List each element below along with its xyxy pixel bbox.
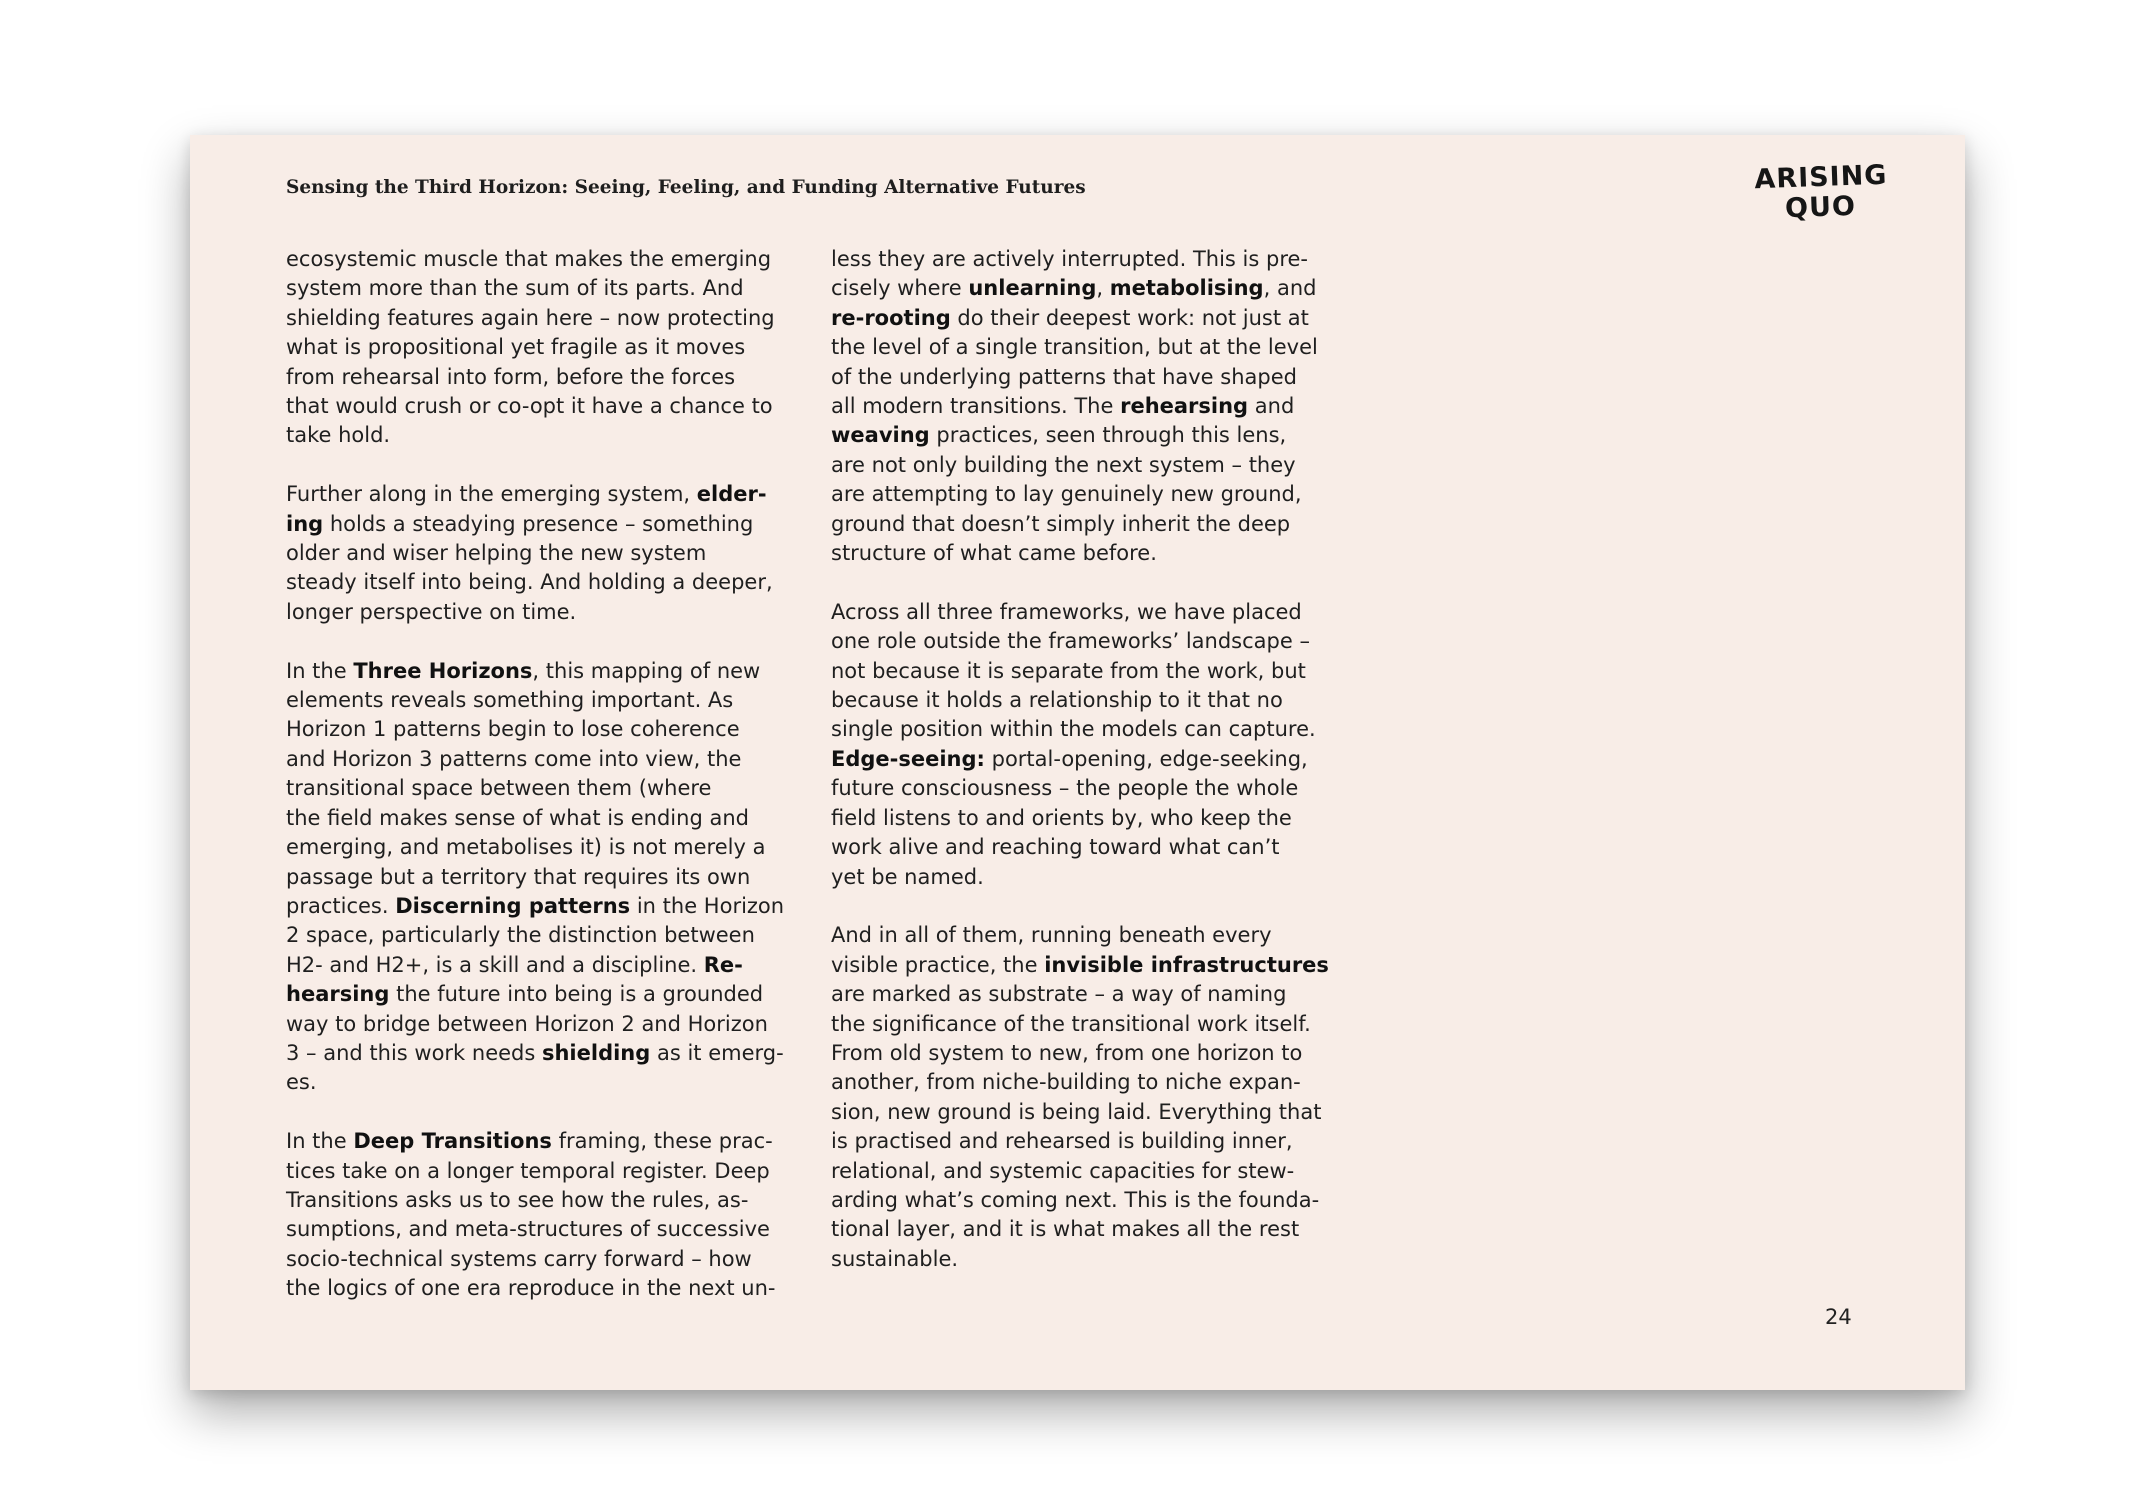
left-paragraph-4 — [286, 1127, 784, 1303]
text-line: shielding features again here – now protecting — [286, 305, 775, 330]
left-paragraph-1 — [286, 245, 784, 451]
text-line — [286, 480, 784, 509]
bold-term-deep-transitions: Deep Transitions — [353, 1129, 552, 1154]
text-line: take hold. — [286, 423, 391, 448]
text-line: of the underlying patterns that have shaped — [831, 364, 1297, 389]
text-span: , and — [1263, 276, 1317, 301]
text-line: socio-technical systems carry forward – how — [286, 1246, 752, 1271]
text-line: Horizon 1 patterns begin to lose coherence — [286, 717, 740, 742]
text-line: not because it is separate from the work, but — [831, 658, 1306, 683]
text-span: , — [1096, 276, 1110, 301]
text-span: In the — [286, 1129, 354, 1154]
logo-line-2: QUO — [1784, 190, 1857, 225]
text-span: the future into being is a grounded — [389, 982, 764, 1007]
text-line: future consciousness – the people the whole — [831, 776, 1299, 801]
text-span: all modern transitions. The — [831, 394, 1121, 419]
text-line: are not only building the next system – they — [831, 452, 1296, 477]
text-span: and — [1248, 394, 1295, 419]
bold-term-rehearsing: Re- — [703, 952, 743, 977]
arising-quo-logo — [1754, 161, 1886, 226]
bold-term-three-horizons: Three Horizons — [353, 658, 533, 683]
text-line: ecosystemic muscle that makes the emerging — [286, 247, 772, 271]
bold-term-shielding: shielding — [541, 1040, 651, 1065]
text-line: steady itself into being. And holding a deeper, — [286, 570, 773, 595]
text-line: that would crush or co-opt it have a chance to — [286, 394, 773, 419]
text-line: are attempting to lay genuinely new ground, — [831, 482, 1302, 507]
text-span: In the — [286, 658, 354, 683]
bold-term-weaving: weaving — [831, 423, 930, 448]
bold-term-rehearsing: rehearsing — [1120, 394, 1249, 419]
text-line: way to bridge between Horizon 2 and Horizon — [286, 1011, 768, 1036]
text-line: one role outside the frameworks’ landscape – — [831, 629, 1310, 654]
text-line: emerging, and metabolises it) is not merely a — [286, 835, 766, 860]
text-span: holds a steadying presence – something — [323, 511, 754, 536]
text-line: transitional space between them (where — [286, 776, 712, 801]
bold-term-edge-seeing: Edge-seeing: — [831, 746, 985, 771]
text-line: the logics of one era reproduce in the next un- — [286, 1276, 776, 1301]
text-line: Across all three frameworks, we have placed — [831, 599, 1302, 624]
text-line: the field makes sense of what is ending and — [286, 805, 749, 830]
right-paragraph-1 — [831, 245, 1331, 568]
text-line: the significance of the transitional work itself. — [831, 1011, 1311, 1036]
bold-term-re-rooting: re-rooting — [831, 305, 951, 330]
text-span: 3 – and this work needs — [286, 1040, 542, 1065]
text-line: es. — [286, 1070, 317, 1095]
text-line: tional layer, and it is what makes all the rest — [831, 1217, 1300, 1242]
text-line: structure of what came before. — [831, 541, 1157, 566]
text-line — [831, 392, 1331, 421]
text-line: sion, new ground is being laid. Everything that — [831, 1099, 1322, 1124]
text-line — [286, 892, 784, 921]
text-line: passage but a territory that requires its own — [286, 864, 751, 889]
document-title: Sensing the Third Horizon: Seeing, Feeling, and Funding Alternative Futures — [286, 177, 1086, 198]
text-span: practices. — [286, 893, 396, 918]
text-line — [286, 951, 784, 980]
text-line — [286, 1127, 784, 1156]
text-line: what is propositional yet fragile as it moves — [286, 335, 746, 360]
bold-term-unlearning: unlearning — [968, 276, 1097, 301]
text-span: H2- and H2+, is a skill and a discipline. — [286, 952, 704, 977]
text-line: Transitions asks us to see how the rules, as- — [286, 1187, 749, 1212]
text-line: arding what’s coming next. This is the founda- — [831, 1187, 1320, 1212]
text-line: from rehearsal into form, before the forces — [286, 364, 736, 389]
text-line: sumptions, and meta-structures of successive — [286, 1217, 770, 1242]
text-line: longer perspective on time. — [286, 599, 577, 624]
text-line: because it holds a relationship to it that no — [831, 688, 1283, 713]
text-line — [286, 980, 784, 1009]
text-line: the level of a single transition, but at the level — [831, 335, 1318, 360]
text-line: work alive and reaching toward what can’t — [831, 835, 1280, 860]
text-line: ground that doesn’t simply inherit the deep — [831, 511, 1291, 536]
text-line: tices take on a longer temporal register. Deep — [286, 1158, 770, 1183]
bold-term-rehearsing-end: hearsing — [286, 982, 390, 1007]
text-line: elements reveals something important. As — [286, 688, 734, 713]
text-line — [831, 421, 1331, 450]
document-page — [190, 135, 1965, 1390]
text-line: yet be named. — [831, 864, 984, 889]
text-span: as it emerg- — [650, 1040, 784, 1065]
bold-term-invisible-infrastructures: invisible infrastructures — [1044, 952, 1329, 977]
text-span: visible practice, the — [831, 952, 1045, 977]
text-line: From old system to new, from one horizon to — [831, 1040, 1303, 1065]
text-span: do their deepest work: not just at — [950, 305, 1309, 330]
text-span: framing, these prac- — [551, 1129, 773, 1154]
bold-term-metabolising: metabolising — [1109, 276, 1264, 301]
text-line: relational, and systemic capacities for stew- — [831, 1158, 1295, 1183]
page-number: 24 — [1825, 1305, 1852, 1329]
text-span: portal-opening, edge-seeking, — [984, 746, 1308, 771]
text-line: less they are actively interrupted. This is pre- — [831, 247, 1308, 271]
right-paragraph-2 — [831, 598, 1331, 892]
text-span: , this mapping of new — [532, 658, 761, 683]
logo-line-1: ARISING — [1753, 159, 1888, 196]
text-line — [831, 274, 1331, 303]
text-line — [286, 657, 784, 686]
right-column — [831, 245, 1331, 1274]
text-line — [831, 304, 1331, 333]
text-span: cisely where — [831, 276, 969, 301]
text-line — [831, 951, 1331, 980]
left-column — [286, 245, 784, 1304]
text-line: older and wiser helping the new system — [286, 541, 707, 566]
bold-term-discerning-patterns: Discerning patterns — [395, 893, 631, 918]
right-paragraph-3 — [831, 921, 1331, 1274]
text-line: And in all of them, running beneath every — [831, 923, 1272, 948]
text-line: single position within the models can capture. — [831, 717, 1316, 742]
text-line: another, from niche-building to niche expan- — [831, 1070, 1301, 1095]
text-line: is practised and rehearsed is building inner, — [831, 1129, 1293, 1154]
text-line: are marked as substrate – a way of naming — [831, 982, 1287, 1007]
text-line: and Horizon 3 patterns come into view, the — [286, 746, 742, 771]
text-line: 2 space, particularly the distinction between — [286, 923, 755, 948]
text-line — [831, 745, 1331, 774]
bold-term-eldering: elder- — [696, 482, 767, 507]
text-span: practices, seen through this lens, — [929, 423, 1287, 448]
text-span: Further along in the emerging system, — [286, 482, 697, 507]
text-line — [286, 510, 784, 539]
text-line: sustainable. — [831, 1246, 959, 1271]
text-line — [286, 1039, 784, 1068]
text-span: in the Horizon — [630, 893, 785, 918]
text-line: system more than the sum of its parts. And — [286, 276, 744, 301]
left-paragraph-2 — [286, 480, 784, 627]
left-paragraph-3 — [286, 657, 784, 1098]
bold-term-eldering-end: ing — [286, 511, 324, 536]
text-line: field listens to and orients by, who keep the — [831, 805, 1292, 830]
